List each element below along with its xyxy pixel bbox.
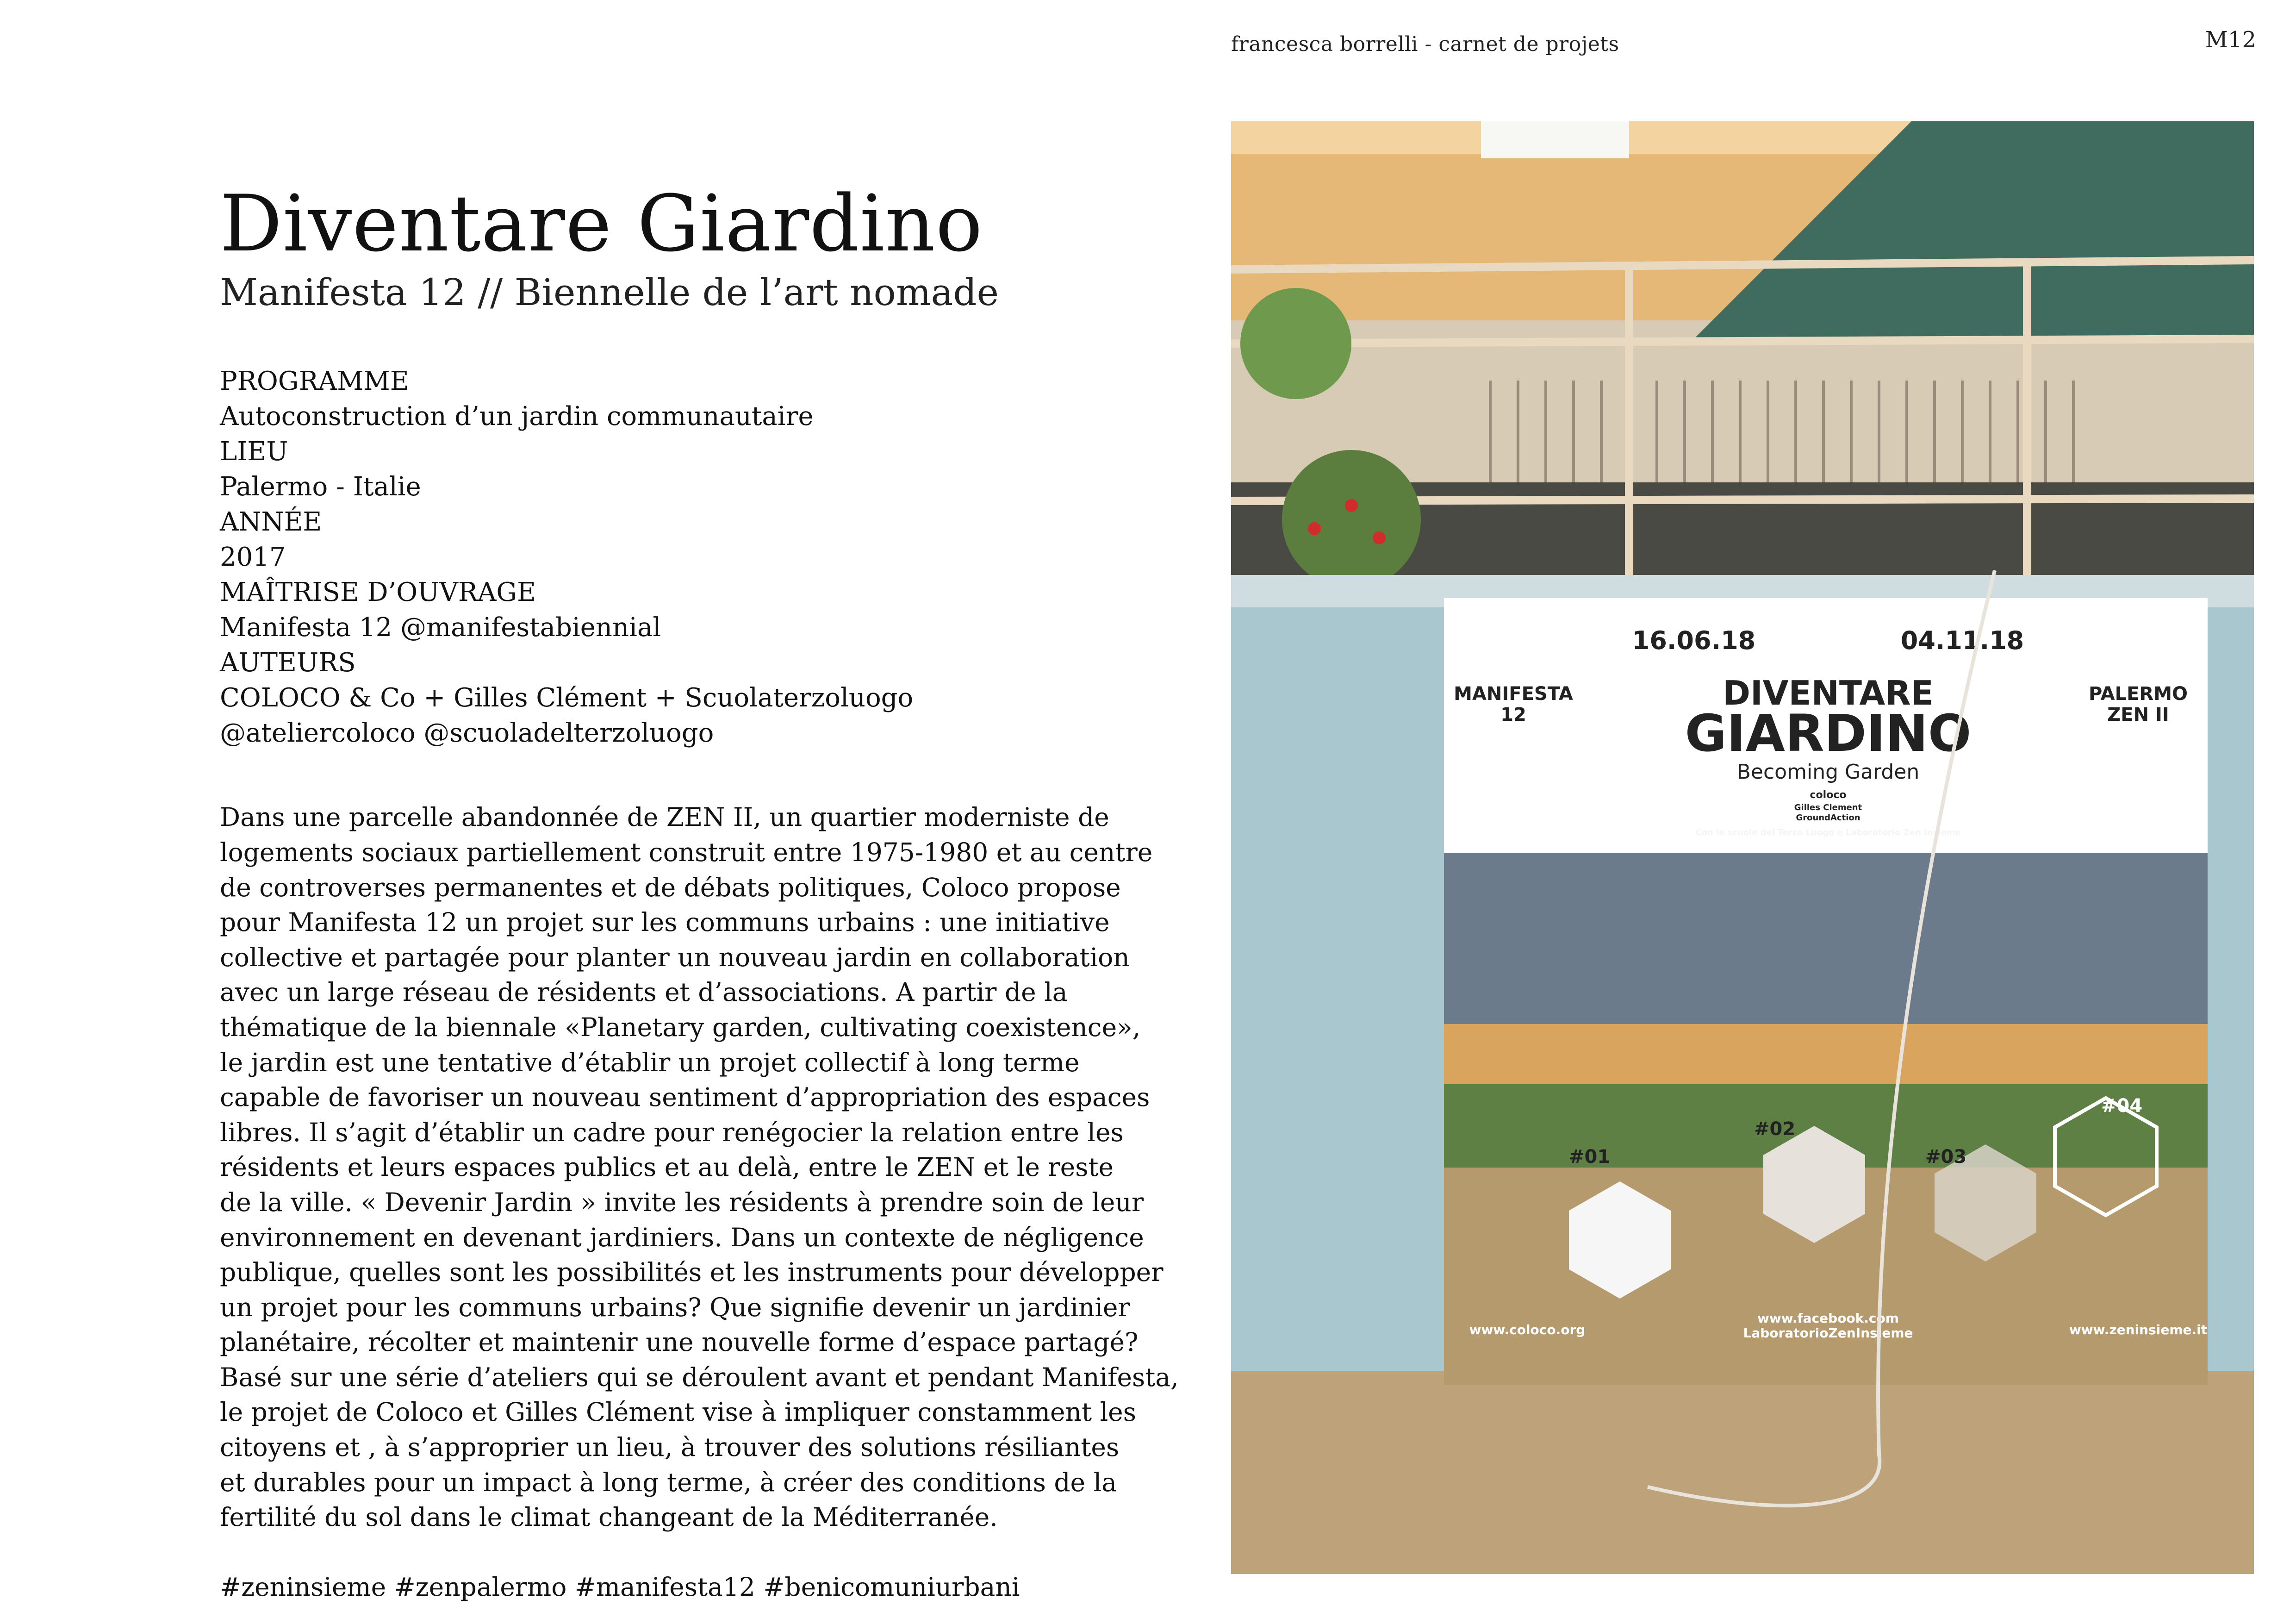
hexagon-02-label: #02 — [1754, 1118, 1796, 1140]
project-meta — [220, 364, 1145, 751]
poster-left-label-1: MANIFESTA — [1454, 683, 1573, 705]
photo-illustration — [1231, 121, 2254, 1574]
description-line: capable de favoriser un nouveau sentiment d’appropriation des espaces — [220, 1082, 1150, 1112]
poster-credit-3: GroundAction — [1796, 813, 1860, 823]
poster-credit-1: coloco — [1810, 789, 1847, 801]
red-flower — [1345, 499, 1358, 512]
description-line: pour Manifesta 12 un projet sur les communs urbains : une initiative — [220, 907, 1110, 937]
description-line: logements sociaux partiellement construit entre 1975-1980 et au centre — [220, 837, 1153, 867]
building-window — [1481, 121, 1629, 158]
lieu-value: Palermo - Italie — [220, 472, 421, 502]
poster-date-start: 16.06.18 — [1632, 626, 1756, 655]
lieu-label: LIEU — [220, 437, 288, 467]
poster-headline-1: DIVENTARE — [1723, 674, 1934, 712]
plant-foliage — [1282, 450, 1421, 589]
event-poster — [1444, 598, 2208, 1385]
project-text-column — [220, 178, 1179, 1605]
poster-credit-2: Gilles Clement — [1794, 803, 1862, 812]
description-line: collective et partagée pour planter un nouveau jardin en collaboration — [220, 942, 1130, 972]
description-line: résidents et leurs espaces publics et au delà, entre le ZEN et le reste — [220, 1152, 1114, 1182]
description-line: citoyens et , à s’approprier un lieu, à trouver des solutions résiliantes — [220, 1432, 1120, 1462]
poster-tagline: Becoming Garden — [1736, 760, 1920, 784]
description-line: le projet de Coloco et Gilles Clément vise à impliquer constamment les — [220, 1397, 1136, 1427]
description-line: thématique de la biennale «Planetary garden, cultivating coexistence», — [220, 1012, 1141, 1042]
description-line: un projet pour les communs urbains? Que signifie devenir un jardinier — [220, 1292, 1130, 1322]
poster-date-end: 04.11.18 — [1900, 626, 2024, 655]
poster-right-label-1: PALERMO — [2088, 683, 2188, 705]
description-line: de la ville. « Devenir Jardin » invite les résidents à prendre soin de leur — [220, 1187, 1144, 1217]
red-flower — [1373, 531, 1386, 544]
auteurs-label: AUTEURS — [220, 648, 356, 678]
hashtags: #zeninsieme #zenpalermo #manifesta12 #benicomuniurbani — [220, 1572, 1020, 1602]
description-line: environnement en devenant jardiniers. Dans un contexte de négligence — [220, 1222, 1144, 1252]
maitrise-value: Manifesta 12 @manifestabiennial — [220, 612, 661, 643]
poster-url-facebook: www.facebook.com — [1757, 1311, 1899, 1326]
description-line: Dans une parcelle abandonnée de ZEN II, un quartier moderniste de — [220, 802, 1109, 832]
description-line: de controverses permanentes et de débats politiques, Coloco propose — [220, 872, 1121, 902]
page-number: M12 — [2205, 27, 2256, 53]
hexagon-04-label: #04 — [2101, 1095, 2143, 1117]
red-flower — [1308, 522, 1321, 535]
hexagon-01-label: #01 — [1569, 1146, 1611, 1168]
poster-url-facebook-page: LaboratorioZenInsieme — [1743, 1325, 1913, 1341]
project-subtitle: Manifesta 12 // Biennelle de l’art nomade — [220, 271, 999, 314]
description-line: le jardin est une tentative d’établir un projet collectif à long terme — [220, 1047, 1080, 1077]
annee-value: 2017 — [220, 542, 286, 573]
description-line: Basé sur une série d’ateliers qui se déroulent avant et pendant Manifesta, — [220, 1362, 1179, 1392]
poster-headline-2: GIARDINO — [1685, 704, 1972, 763]
plant-foliage — [1240, 288, 1351, 399]
project-title: Diventare Giardino — [220, 178, 983, 269]
description-line: libres. Il s’agit d’établir un cadre pour renégocier la relation entre les — [220, 1117, 1124, 1147]
poster-url-coloco: www.coloco.org — [1469, 1322, 1586, 1337]
project-photo — [1231, 121, 2254, 1574]
poster-credit-line: Con le scuole del Terzo Luogo e Laboratorio Zen Insieme — [1695, 828, 1961, 837]
programme-label: PROGRAMME — [220, 366, 409, 397]
description-line: et durables pour un impact à long terme, à créer des conditions de la — [220, 1467, 1117, 1497]
programme-value: Autoconstruction d’un jardin communautaire — [220, 401, 814, 432]
poster-right-label-2: ZEN II — [2107, 704, 2169, 725]
poster-url-zeninsieme: www.zeninsieme.it — [2069, 1322, 2208, 1337]
poster-left-label-2: 12 — [1500, 704, 1526, 725]
description-line: publique, quelles sont les possibilités et les instruments pour développer — [220, 1257, 1164, 1287]
dirt-ground — [1231, 1371, 2254, 1574]
hexagon-03-label: #03 — [1925, 1146, 1967, 1168]
project-description — [220, 800, 1179, 1535]
annee-label: ANNÉE — [220, 507, 322, 537]
description-line: planétaire, récolter et maintenir une nouvelle forme d’espace partagé? — [220, 1327, 1139, 1357]
description-line: fertilité du sol dans le climat changeant de la Méditerranée. — [220, 1502, 998, 1532]
maitrise-label: MAÎTRISE D’OUVRAGE — [220, 577, 536, 608]
auteurs-handles: @ateliercoloco @scuoladelterzoluogo — [220, 718, 714, 749]
description-line: avec un large réseau de résidents et d’associations. A partir de la — [220, 977, 1068, 1007]
auteurs-value: COLOCO & Co + Gilles Clément + Scuolaterzoluogo — [220, 683, 914, 713]
running-head: francesca borrelli - carnet de projets — [1231, 32, 1619, 56]
